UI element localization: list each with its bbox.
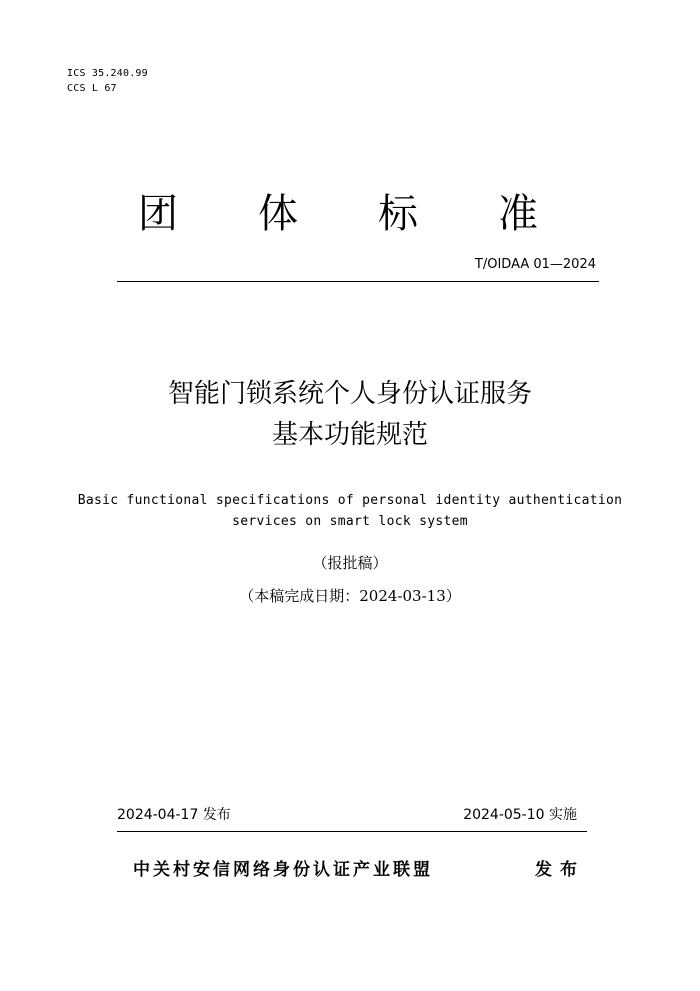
ics-code: ICS 35.240.99 bbox=[67, 68, 148, 79]
publisher-name: 中关村安信网络身份认证产业联盟 bbox=[133, 860, 433, 880]
standard-type-char: 准 bbox=[498, 191, 538, 237]
title-chinese-line-2: 基本功能规范 bbox=[271, 420, 428, 450]
standard-type-char: 体 bbox=[258, 191, 298, 237]
title-english-line-1: Basic functional specifications of personal identity authentication bbox=[77, 493, 623, 508]
ccs-code: CCS L 67 bbox=[67, 83, 117, 94]
effective-date: 2024-05-10 实施 bbox=[463, 807, 577, 823]
bottom-divider bbox=[117, 831, 587, 832]
top-divider bbox=[117, 281, 599, 282]
publish-date: 2024-04-17 发布 bbox=[117, 807, 231, 823]
title-english-line-2: services on smart lock system bbox=[232, 514, 468, 529]
standard-number: T/OIDAA 01—2024 bbox=[474, 257, 596, 272]
publish-label: 发布 bbox=[535, 860, 585, 880]
title-chinese-line-1: 智能门锁系统个人身份认证服务 bbox=[167, 379, 532, 409]
standard-type-char: 标 bbox=[378, 191, 418, 237]
completion-date: （本稿完成日期：2024-03-13） bbox=[239, 587, 461, 605]
standard-type-char: 团 bbox=[138, 191, 178, 237]
draft-status: （报批稿） bbox=[312, 554, 388, 572]
